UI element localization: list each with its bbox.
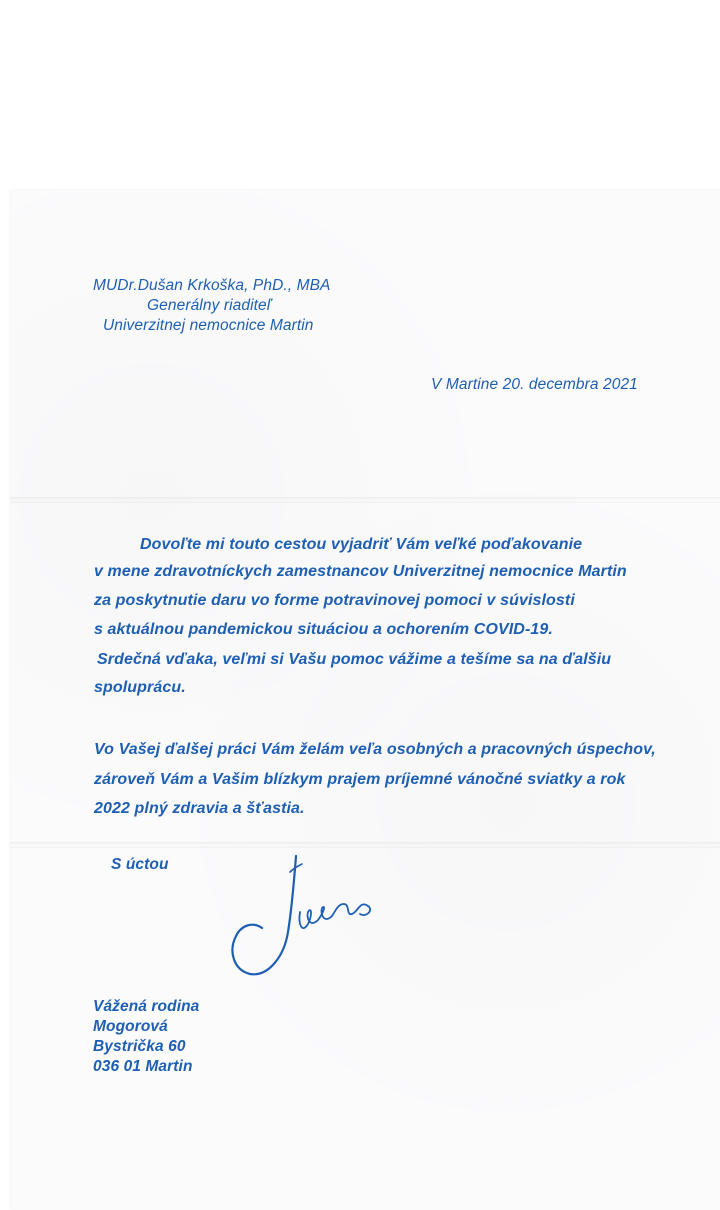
body-line: Srdečná vďaka, veľmi si Vašu pomoc vážime a tešíme sa na ďalšiu [97, 651, 612, 668]
recipient-line: Bystrička 60 [93, 1038, 186, 1055]
recipient-line: Vážená rodina [93, 998, 200, 1015]
signature-icon [228, 852, 388, 982]
letter-paper [10, 190, 720, 1210]
body-line: 2022 plný zdravia a šťastia. [94, 800, 305, 817]
sender-name: MUDr.Dušan Krkoška, PhD., MBA [93, 277, 331, 294]
closing-salutation: S úctou [111, 856, 169, 873]
body-line: Vo Vašej ďalšej práci Vám želám veľa osobných a pracovných úspechov, [94, 741, 656, 758]
letter-date: V Martine 20. decembra 2021 [431, 376, 638, 393]
sender-title: Generálny riaditeľ [147, 297, 272, 314]
recipient-line: 036 01 Martin [93, 1058, 193, 1075]
body-line: Dovoľte mi touto cestou vyjadriť Vám veľké poďakovanie [140, 536, 583, 553]
paper-fold [10, 497, 720, 503]
body-line: s aktuálnou pandemickou situáciou a ochorením COVID-19. [94, 621, 553, 638]
body-line: za poskytnutie daru vo forme potravinovej pomoci v súvislosti [94, 592, 575, 609]
paper-fold [10, 842, 720, 848]
sender-organization: Univerzitnej nemocnice Martin [103, 317, 314, 334]
body-line: zároveň Vám a Vašim blízkym prajem príjemné vánočné sviatky a rok [94, 771, 626, 788]
recipient-line: Mogorová [93, 1018, 168, 1035]
body-line: spoluprácu. [94, 679, 186, 696]
body-line: v mene zdravotníckych zamestnancov Univerzitnej nemocnice Martin [94, 563, 627, 580]
